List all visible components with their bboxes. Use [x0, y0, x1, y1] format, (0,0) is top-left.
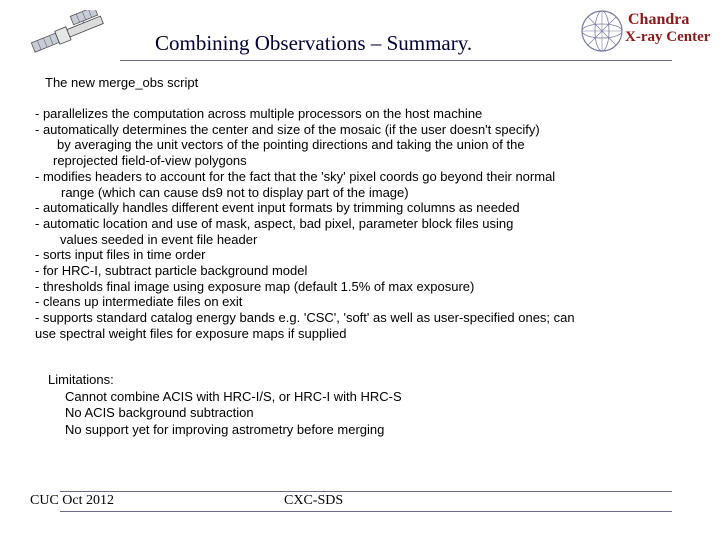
feature-item-text: - sorts input files in time order — [35, 247, 206, 263]
satellite-icon — [28, 10, 110, 54]
feature-list-item — [35, 294, 705, 310]
title-divider — [120, 60, 672, 61]
limitations-block — [48, 372, 402, 438]
feature-list-item — [35, 122, 705, 169]
feature-list-item — [35, 200, 705, 216]
footer-date: CUC Oct 2012 — [30, 493, 114, 508]
feature-list-item — [35, 169, 705, 200]
intro-text: The new merge_obs script — [45, 75, 199, 90]
slide-title: Combining Observations – Summary. — [155, 31, 473, 55]
feature-item-continuation: reprojected field-of-view polygons — [53, 153, 247, 169]
feature-list-item — [35, 263, 705, 279]
feature-item-continuation: values seeded in event file header — [60, 231, 258, 247]
feature-item-text: - supports standard catalog energy bands e.g. 'CSC', 'soft' as well as user-specified ones; can — [35, 310, 575, 326]
feature-list-item — [35, 279, 705, 295]
feature-list-item — [35, 247, 705, 263]
feature-item-text: - cleans up intermediate files on exit — [35, 294, 243, 310]
feature-item-text: - automatic location and use of mask, aspect, bad pixel, parameter block files using — [35, 215, 514, 231]
feature-item-text: - thresholds final image using exposure map (default 1.5% of max exposure) — [35, 278, 475, 294]
footer-org: CXC-SDS — [284, 493, 344, 508]
logo-text-xray-center: X-ray Center — [625, 29, 711, 45]
feature-list-item — [35, 326, 705, 342]
feature-list-item — [35, 106, 705, 122]
feature-item-text: - automatically determines the center and size of the mosaic (if the user doesn't specify) — [35, 121, 540, 137]
feature-item-text: - modifies headers to account for the fact that the 'sky' pixel coords go beyond their normal — [35, 168, 556, 184]
feature-list — [35, 106, 705, 342]
limitation-item: No ACIS background subtraction — [65, 405, 254, 420]
feature-item-text: - parallelizes the computation across multiple processors on the host machine — [35, 106, 483, 121]
logo-text-chandra: Chandra — [628, 11, 690, 28]
feature-item-continuation: range (which can cause ds9 not to display part of the image) — [61, 184, 409, 200]
feature-list-item — [35, 310, 705, 326]
feature-item-continuation: by averaging the unit vectors of the pointing directions and taking the union of the — [57, 137, 525, 153]
feature-item-text: - for HRC-I, subtract particle background model — [35, 263, 308, 279]
feature-list-item — [35, 216, 705, 247]
footer-divider-top — [60, 491, 672, 492]
feature-item-text: use spectral weight files for exposure maps if supplied — [35, 325, 347, 341]
limitation-item: Cannot combine ACIS with HRC-I/S, or HRC-I with HRC-S — [65, 388, 402, 404]
feature-item-text: - automatically handles different event input formats by trimming columns as needed — [35, 200, 520, 216]
limitation-item: No support yet for improving astrometry before merging — [65, 421, 385, 437]
footer-divider-bottom — [60, 511, 672, 512]
limitations-heading: Limitations: — [48, 372, 114, 387]
